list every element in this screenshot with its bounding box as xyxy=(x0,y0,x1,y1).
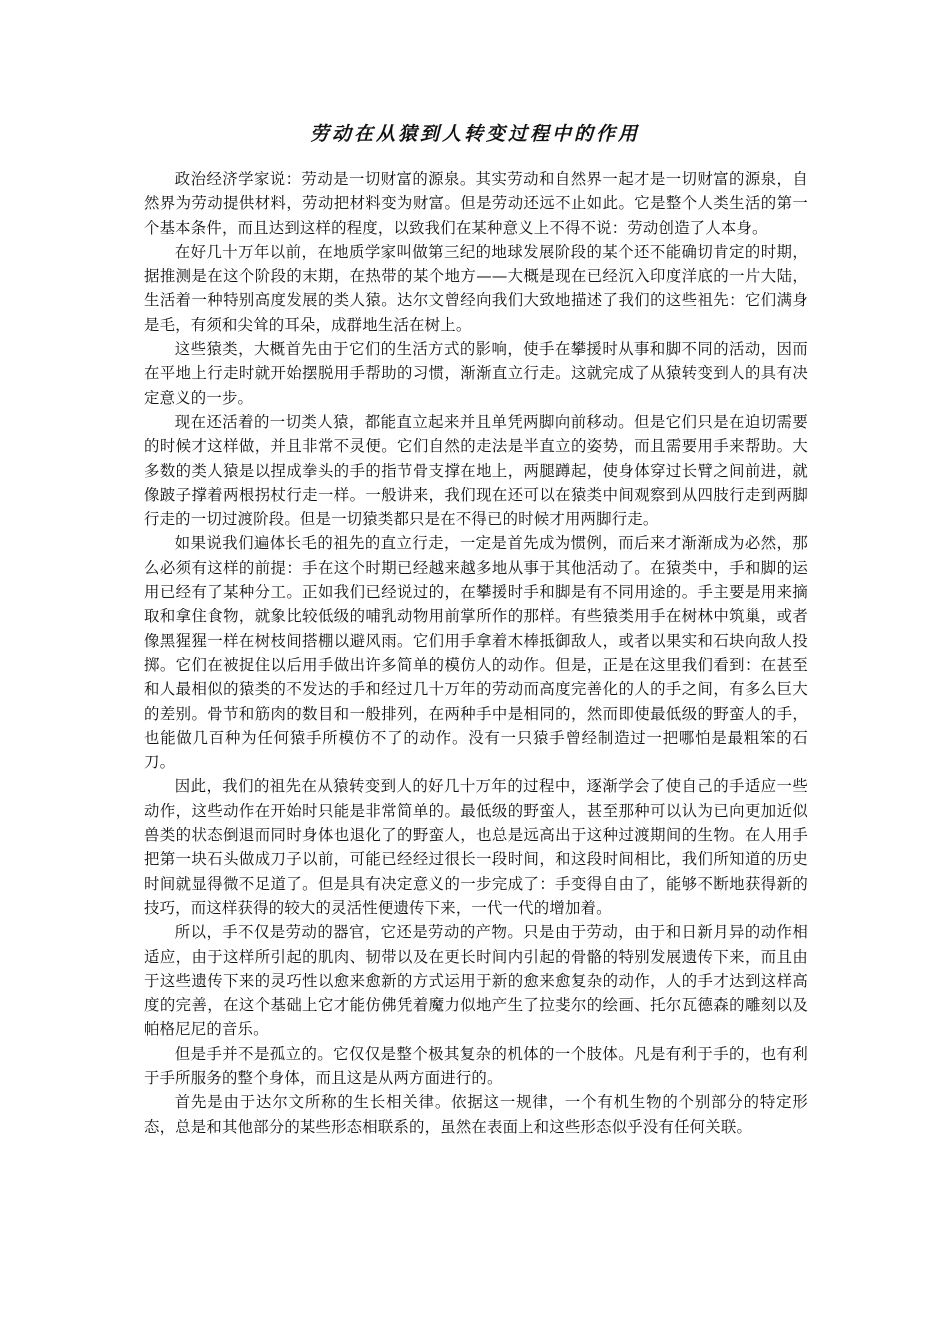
paragraph: 这些猿类，大概首先由于它们的生活方式的影响，使手在攀援时从事和脚不同的活动，因而在平地上行走时就开始摆脱用手帮助的习惯，渐渐直立行走。这就完成了从猿转变到人的具有决定意义的一步。 xyxy=(144,340,808,407)
paragraph: 首先是由于达尔文所称的生长相关律。依据这一规律，一个有机生物的个别部分的特定形态，总是和其他部分的某些形态相联系的，虽然在表面上和这些形态似乎没有任何关联。 xyxy=(144,1093,808,1136)
paragraph: 所以，手不仅是劳动的器官，它还是劳动的产物。只是由于劳动，由于和日新月异的动作相适应，由于这样所引起的肌肉、韧带以及在更长时间内引起的骨骼的特别发展遗传下来，而且由于这些遗传下来的灵巧性以愈来愈新的方式运用于新的愈来愈复杂的动作，人的手才达到这样高度的完善，在这个基础上它才能仿佛凭着魔力似地产生了拉斐尔的绘画、托尔瓦德森的雕刻以及帕格尼尼的音乐。 xyxy=(144,923,808,1039)
paragraph: 政治经济学家说：劳动是一切财富的源泉。其实劳动和自然界一起才是一切财富的源泉，自然界为劳动提供材料，劳动把材料变为财富。但是劳动还远不止如此。它是整个人类生活的第一个基本条件，而且达到这样的程度，以致我们在某种意义上不得不说：劳动创造了人本身。 xyxy=(144,170,808,237)
document-title: 劳动在从猿到人转变过程中的作用 xyxy=(309,123,640,145)
paragraph: 现在还活着的一切类人猿，都能直立起来并且单凭两脚向前移动。但是它们只是在迫切需要的时候才这样做，并且非常不灵便。它们自然的走法是半直立的姿势，而且需要用手来帮助。大多数的类人猿是以捏成拳头的手的指节骨支撑在地上，两腿蹲起，使身体穿过长臂之间前进，就像跛子撑着两根拐杖行走一样。一般讲来，我们现在还可以在猿类中间观察到从四肢行走到两脚行走的一切过渡阶段。但是一切猿类都只是在不得已的时候才用两脚行走。 xyxy=(144,412,808,529)
paragraph: 但是手并不是孤立的。它仅仅是整个极其复杂的机体的一个肢体。凡是有利于手的，也有利于手所服务的整个身体，而且这是从两方面进行的。 xyxy=(144,1044,808,1087)
paragraph: 如果说我们遍体长毛的祖先的直立行走，一定是首先成为惯例，而后来才渐渐成为必然，那么必须有这样的前提：手在这个时期已经越来越多地从事于其他活动了。在猿类中，手和脚的运用已经有了某种分工。正如我们已经说过的，在攀援时手和脚是有不同用途的。手主要是用来摘取和拿住食物，就象比较低级的哺乳动物用前掌所作的那样。有些猿类用手在树林中筑巢，或者像黑猩猩一样在树枝间搭棚以避风雨。它们用手拿着木棒抵御敌人，或者以果实和石块向敌人投掷。它们在被捉住以后用手做出许多简单的模仿人的动作。但是，正是在这里我们看到：在甚至和人最相似的猿类的不发达的手和经过几十万年的劳动而高度完善化的人的手之间，有多么巨大的差别。骨节和筋肉的数目和一般排列，在两种手中是相同的，然而即使最低级的野蛮人的手，也能做几百种为任何猿手所模仿不了的动作。没有一只猿手曾经制造过一把哪怕是最粗笨的石刀。 xyxy=(144,534,808,772)
paragraph: 因此，我们的祖先在从猿转变到人的好几十万年的过程中，逐渐学会了使自己的手适应一些动作，这些动作在开始时只能是非常简单的。最低级的野蛮人，甚至那种可以认为已向更加近似兽类的状态倒退而同时身体也退化了的野蛮人，也总是远高出于这种过渡期间的生物。在人用手把第一块石头做成刀子以前，可能已经经过很长一段时间，和这段时间相比，我们所知道的历史时间就显得微不足道了。但是具有决定意义的一步完成了：手变得自由了，能够不断地获得新的技巧，而这样获得的较大的灵活性便遗传下来，一代一代的增加着。 xyxy=(144,777,808,917)
document-body xyxy=(144,167,808,1139)
paragraph: 在好几十万年以前，在地质学家叫做第三纪的地球发展阶段的某个还不能确切肯定的时期，据推测是在这个阶段的末期，在热带的某个地方——大概是现在已经沉入印度洋底的一片大陆，生活着一种特别高度发展的类人猿。达尔文曾经向我们大致地描述了我们的这些祖先：它们满身是毛，有须和尖耸的耳朵，成群地生活在树上。 xyxy=(144,242,808,334)
